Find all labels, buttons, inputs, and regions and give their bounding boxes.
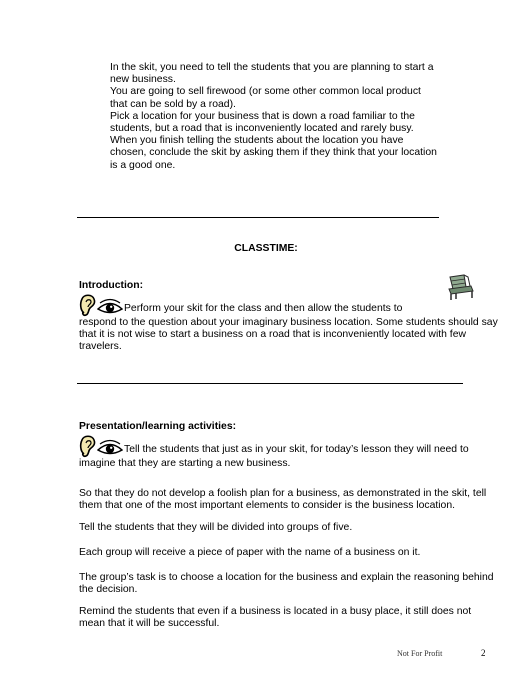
divider: [77, 383, 463, 384]
ear-icon: [79, 434, 97, 458]
eye-icon: [97, 438, 123, 458]
footer-label: Not For Profit: [397, 649, 443, 658]
presentation-intro-text: [79, 434, 499, 470]
introduction-text: [79, 293, 499, 354]
presentation-paragraph: So that they do not develop a foolish plan for a business, as demonstrated in the skit, tell them that one of the most important elements to consider is the business location.: [79, 488, 487, 512]
presentation-paragraph: Remind the students that even if a business is located in a busy place, it still does not mean that it will be successful.: [79, 606, 472, 630]
presentation-paragraph: Tell the students that they will be divided into groups of five.: [79, 522, 353, 533]
skit-line: chosen, conclude the skit by asking them if they think that your location: [110, 147, 437, 159]
skit-instructions: [110, 62, 460, 172]
skit-line: When you finish telling the students about the location you have: [110, 135, 404, 147]
introduction-rest: respond to the question about your imaginary business location. Some students should say that it is not wise to start a business on a road that is inconveniently located with few travelers.: [79, 317, 498, 353]
introduction-heading: Introduction:: [79, 280, 144, 291]
skit-line: that can be sold by a road).: [110, 98, 236, 110]
skit-line: new business.: [110, 74, 176, 86]
presentation-paragraph: Each group will receive a piece of paper with the name of a business on it.: [79, 547, 421, 558]
skit-line: You are going to sell firewood (or some other common local product: [110, 86, 421, 98]
ear-icon: [79, 293, 97, 317]
skit-line: Pick a location for your business that is down a road familiar to the: [110, 110, 415, 122]
skit-line: is a good one.: [110, 159, 176, 171]
presentation-paragraph: The group’s task is to choose a location for the business and explain the reasoning behind the decision.: [79, 572, 494, 596]
page-number: 2: [481, 648, 486, 658]
eye-icon: [97, 297, 123, 317]
presentation-first-rest: imagine that they are starting a new business.: [79, 458, 291, 469]
presentation-heading: Presentation/learning activities:: [79, 421, 237, 432]
introduction-first-line: Perform your skit for the class and then allow the students to: [124, 302, 403, 314]
skit-line: In the skit, you need to tell the students that you are planning to start a: [110, 62, 434, 73]
classtime-heading: CLASSTIME:: [234, 243, 298, 254]
presentation-first-line: Tell the students that just as in your skit, for today’s lesson they will need to: [124, 443, 469, 455]
divider: [77, 217, 439, 218]
skit-line: students, but a road that is inconveniently located and rarely busy.: [110, 123, 414, 135]
